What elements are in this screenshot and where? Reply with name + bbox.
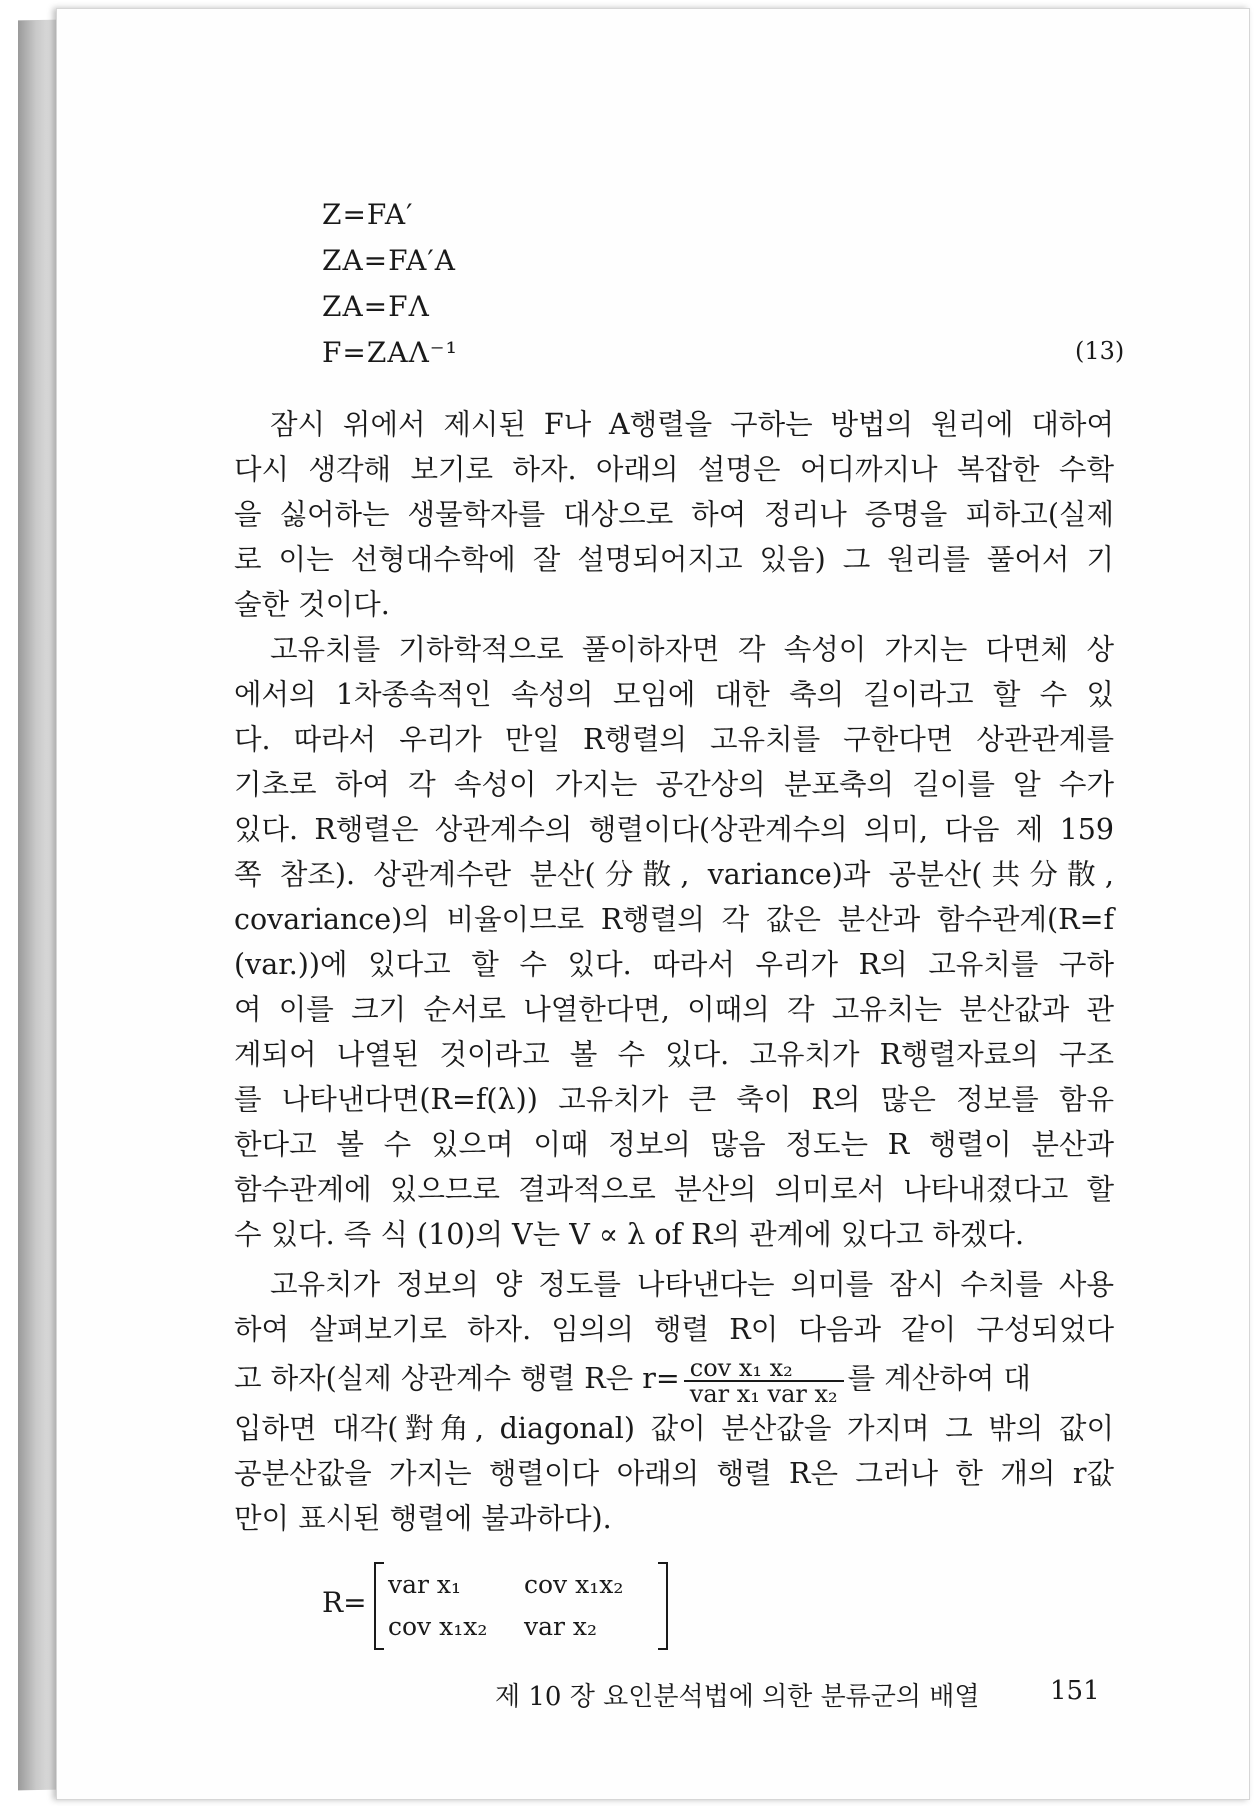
- equation-number: (13): [1075, 337, 1125, 365]
- equation-4: F=ZAΛ⁻¹: [322, 336, 458, 369]
- matrix-brackets: [374, 1562, 668, 1650]
- text-line: 고유치를 기하학적으로 풀이하자면 각 속성이 가지는 다면체 상: [270, 633, 1114, 666]
- text-line: 입하면 대각(對角, diagonal) 값이 분산값을 가지며 그 밖의 값이: [234, 1412, 1114, 1445]
- text-line: 만이 표시된 행렬에 불과하다).: [234, 1502, 612, 1535]
- page-number: 151: [1050, 1676, 1100, 1706]
- text-line: 함수관계에 있으므로 결과적으로 분산의 의미로서 나타내졌다고 할: [234, 1173, 1114, 1206]
- fraction-numerator: cov x₁ x₂: [684, 1356, 844, 1382]
- text-line: 있다. R행렬은 상관계수의 행렬이다(상관계수의 의미, 다음 제 159: [234, 813, 1114, 846]
- matrix-cell: cov x₁x₂: [388, 1612, 488, 1641]
- matrix-cell: cov x₁x₂: [524, 1570, 624, 1599]
- book-spine-edge: [18, 20, 58, 1791]
- text-line: 을 싫어하는 생물학자를 대상으로 하여 정리나 증명을 피하고(실제: [234, 498, 1114, 531]
- paragraph-1: [234, 402, 1114, 627]
- text-line: 고유치가 정보의 양 정도를 나타낸다는 의미를 잠시 수치를 사용: [270, 1268, 1114, 1301]
- paragraph-3: [234, 1262, 1114, 1541]
- paragraph-2: [234, 627, 1114, 1257]
- correlation-formula: [684, 1353, 844, 1408]
- text-line: 술한 것이다.: [234, 588, 390, 621]
- text-line: (var.))에 있다고 할 수 있다. 따라서 우리가 R의 고유치를 구하: [234, 948, 1114, 981]
- text-line: 수 있다. 즉 식 (10)의 V는 V ∝ λ of R의 관계에 있다고 하겠다.: [234, 1218, 1025, 1251]
- text-line: covariance)의 비율이므로 R행렬의 각 값은 분산과 함수관계(R=f: [234, 903, 1114, 936]
- matrix-cell: var x₁: [388, 1570, 462, 1599]
- matrix-cell: var x₂: [524, 1612, 598, 1641]
- text-line: 에서의 1차종속적인 속성의 모임에 대한 축의 길이라고 할 수 있: [234, 678, 1114, 711]
- text-line: 기초로 하여 각 속성이 가지는 공간상의 분포축의 길이를 알 수가: [234, 768, 1114, 801]
- text-line: 하여 살펴보기로 하자. 임의의 행렬 R이 다음과 같이 구성되었다: [234, 1313, 1114, 1346]
- text-line: 잠시 위에서 제시된 F나 A행렬을 구하는 방법의 원리에 대하여: [270, 408, 1114, 441]
- text-segment: 를 계산하여 대: [847, 1362, 1031, 1395]
- text-line: 로 이는 선형대수학에 잘 설명되어지고 있음) 그 원리를 풀어서 기: [234, 543, 1114, 576]
- text-line: 공분산값을 가지는 행렬이다 아래의 행렬 R은 그러나 한 개의 r값: [234, 1457, 1114, 1490]
- text-line: 다시 생각해 보기로 하자. 아래의 설명은 어디까지나 복잡한 수학: [234, 453, 1114, 486]
- text-line: 한다고 볼 수 있으며 이때 정보의 많음 정도는 R 행렬이 분산과: [234, 1128, 1114, 1161]
- text-line: 여 이를 크기 순서로 나열한다면, 이때의 각 고유치는 분산값과 관: [234, 993, 1114, 1026]
- text-line: 계되어 나열된 것이라고 볼 수 있다. 고유치가 R행렬자료의 구조: [234, 1038, 1114, 1071]
- text-segment: 고 하자(실제 상관계수 행렬 R은 r=: [234, 1362, 680, 1395]
- text-line-with-fraction: [234, 1352, 1114, 1406]
- running-footer-chapter: 제 10 장 요인분석법에 의한 분류군의 배열: [495, 1682, 980, 1712]
- matrix-label: R=: [322, 1586, 367, 1619]
- equation-3: ZA=FΛ: [322, 290, 430, 323]
- text-line: 쪽 참조). 상관계수란 분산(分散, variance)과 공분산(共分散,: [234, 858, 1114, 891]
- equation-1: Z=FA′: [322, 198, 414, 231]
- text-line: 다. 따라서 우리가 만일 R행렬의 고유치를 구한다면 상관관계를: [234, 723, 1114, 756]
- text-line: 를 나타낸다면(R=f(λ)) 고유치가 큰 축이 R의 많은 정보를 함유: [234, 1083, 1114, 1116]
- fraction-denominator: var x₁ var x₂: [689, 1379, 838, 1408]
- equation-2: ZA=FA′A: [322, 244, 456, 277]
